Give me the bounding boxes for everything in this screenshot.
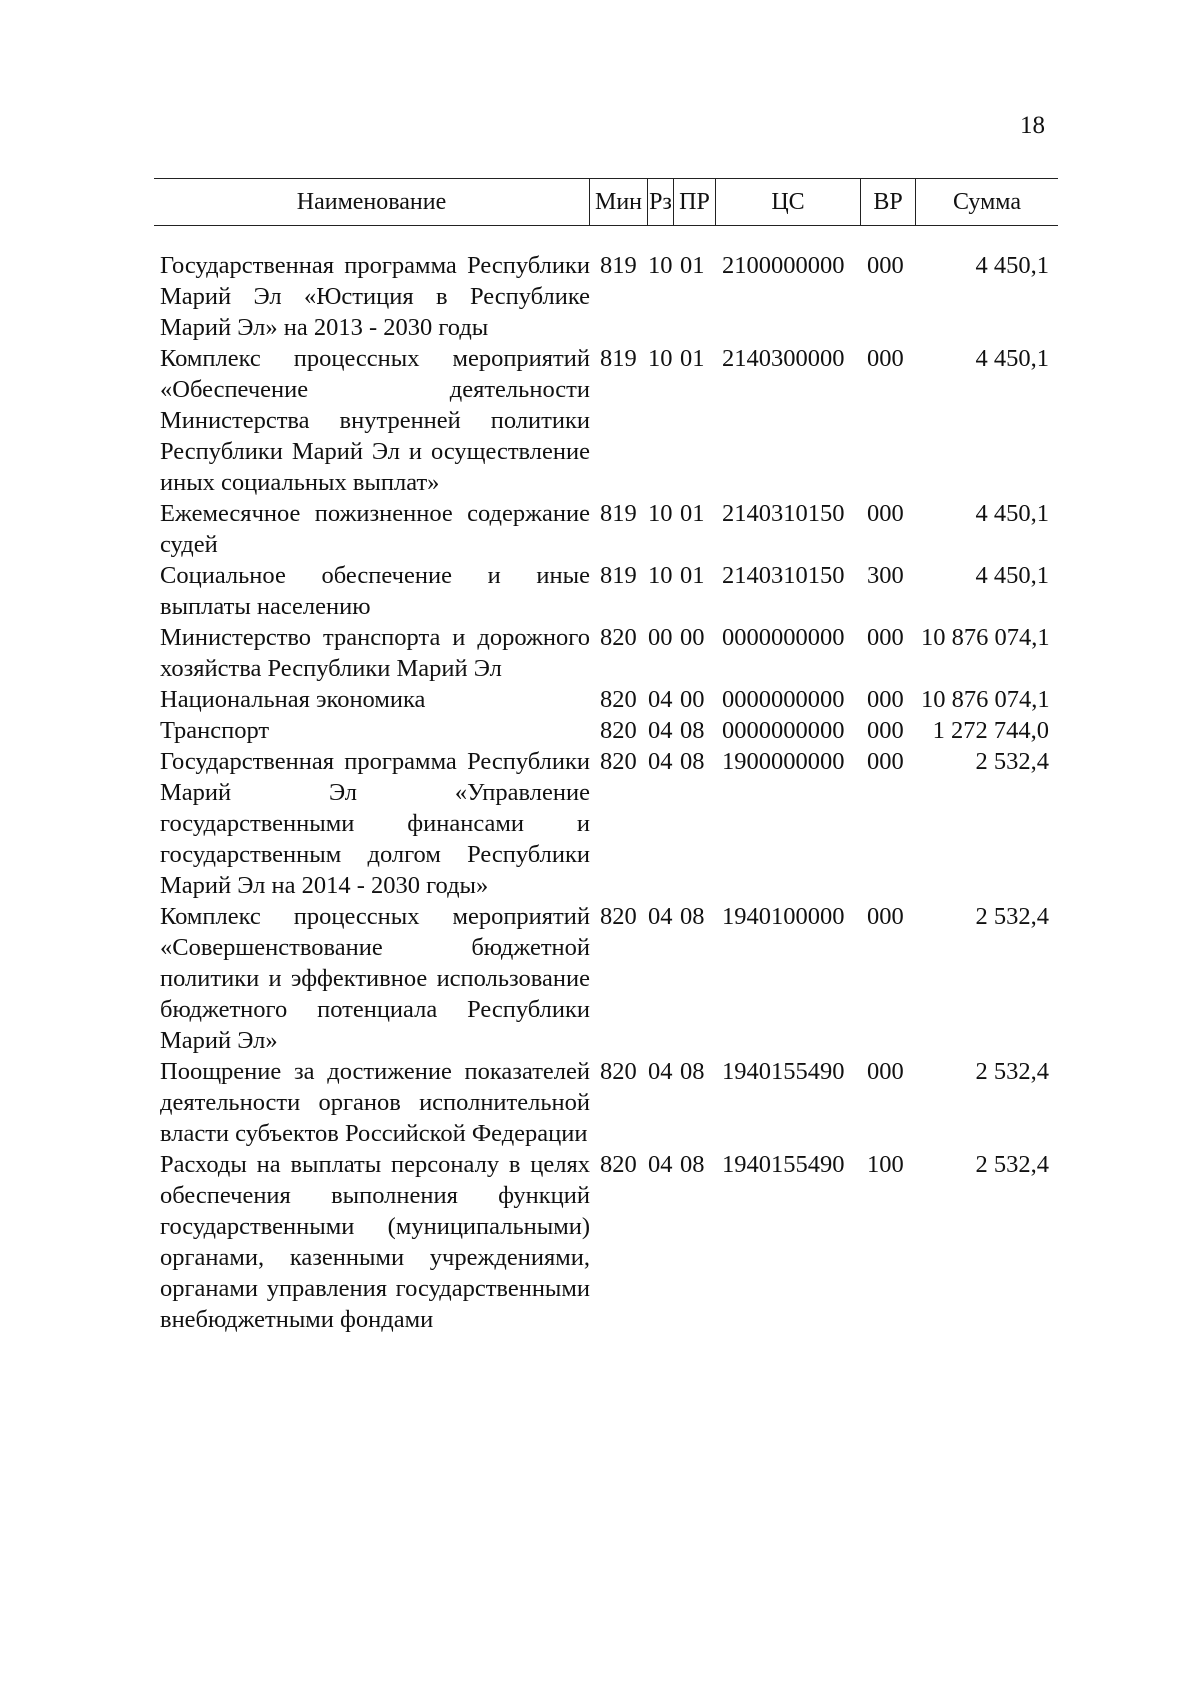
cell-sum: 2 532,4 bbox=[975, 1151, 1049, 1178]
cell-rz: 04 bbox=[648, 1151, 673, 1178]
cell-rz: 10 bbox=[648, 252, 673, 279]
cell-min: 819 bbox=[600, 345, 637, 372]
cell-name: Государственная программа Республики Марий Эл «Управление государственными финансами и государственным долгом Республики Марий Эл на 2014 - 2030 годы» bbox=[160, 748, 590, 899]
cell-vr: 000 bbox=[867, 903, 904, 930]
cell-rz: 10 bbox=[648, 562, 673, 589]
cell-rz: 00 bbox=[648, 624, 673, 651]
cell-pr: 08 bbox=[680, 748, 705, 775]
cell-min: 820 bbox=[600, 1058, 637, 1085]
cell-vr: 000 bbox=[867, 686, 904, 713]
cell-pr: 01 bbox=[680, 252, 705, 279]
table-row bbox=[160, 901, 1060, 1056]
cell-pr: 01 bbox=[680, 562, 705, 589]
cell-cs: 1940155490 bbox=[722, 1058, 845, 1085]
cell-sum: 2 532,4 bbox=[975, 1058, 1049, 1085]
table-body bbox=[160, 250, 1060, 1335]
cell-pr: 01 bbox=[680, 500, 705, 527]
cell-cs: 0000000000 bbox=[722, 717, 845, 744]
table-row bbox=[160, 684, 1060, 715]
cell-pr: 08 bbox=[680, 1058, 705, 1085]
cell-name: Поощрение за достижение показателей деятельности органов исполнительной власти субъектов Российской Федерации bbox=[160, 1058, 590, 1147]
cell-rz: 04 bbox=[648, 748, 673, 775]
cell-vr: 000 bbox=[867, 1058, 904, 1085]
cell-name: Министерство транспорта и дорожного хозяйства Республики Марий Эл bbox=[160, 624, 590, 682]
header-min: Мин bbox=[590, 179, 648, 225]
cell-vr: 000 bbox=[867, 500, 904, 527]
cell-min: 820 bbox=[600, 686, 637, 713]
cell-sum: 2 532,4 bbox=[975, 748, 1049, 775]
cell-pr: 00 bbox=[680, 624, 705, 651]
cell-cs: 1900000000 bbox=[722, 748, 845, 775]
table-row bbox=[160, 1056, 1060, 1149]
table-row bbox=[160, 746, 1060, 901]
cell-name: Социальное обеспечение и иные выплаты населению bbox=[160, 562, 590, 620]
cell-min: 820 bbox=[600, 717, 637, 744]
cell-cs: 0000000000 bbox=[722, 624, 845, 651]
cell-min: 819 bbox=[600, 252, 637, 279]
header-name: Наименование bbox=[154, 179, 590, 225]
table-row bbox=[160, 622, 1060, 684]
cell-sum: 2 532,4 bbox=[975, 903, 1049, 930]
cell-rz: 04 bbox=[648, 1058, 673, 1085]
cell-sum: 10 876 074,1 bbox=[921, 686, 1050, 713]
cell-pr: 01 bbox=[680, 345, 705, 372]
cell-sum: 10 876 074,1 bbox=[921, 624, 1050, 651]
cell-min: 820 bbox=[600, 1151, 637, 1178]
cell-name: Комплекс процессных мероприятий «Совершенствование бюджетной политики и эффективное использование бюджетного потенциала Республики Марий Эл» bbox=[160, 903, 590, 1054]
header-rz: Рз bbox=[648, 179, 674, 225]
cell-vr: 100 bbox=[867, 1151, 904, 1178]
cell-cs: 1940100000 bbox=[722, 903, 845, 930]
cell-name: Расходы на выплаты персоналу в целях обеспечения выполнения функций государственными (муниципальными) органами, казенными учреждениями, органами управления государственными внебюджетными фондами bbox=[160, 1151, 590, 1333]
cell-min: 820 bbox=[600, 903, 637, 930]
cell-name: Комплекс процессных мероприятий «Обеспечение деятельности Министерства внутренней политики Республики Марий Эл и осуществление иных социальных выплат» bbox=[160, 345, 590, 496]
cell-vr: 000 bbox=[867, 624, 904, 651]
table-row bbox=[160, 715, 1060, 746]
cell-name: Ежемесячное пожизненное содержание судей bbox=[160, 500, 590, 558]
cell-cs: 1940155490 bbox=[722, 1151, 845, 1178]
cell-min: 820 bbox=[600, 624, 637, 651]
cell-rz: 10 bbox=[648, 500, 673, 527]
table-row bbox=[160, 343, 1060, 498]
header-pr: ПР bbox=[674, 179, 716, 225]
cell-sum: 4 450,1 bbox=[975, 252, 1049, 279]
cell-rz: 04 bbox=[648, 686, 673, 713]
cell-vr: 000 bbox=[867, 252, 904, 279]
header-cs: ЦС bbox=[716, 179, 861, 225]
table-row bbox=[160, 498, 1060, 560]
cell-name: Транспорт bbox=[160, 717, 270, 744]
cell-vr: 000 bbox=[867, 748, 904, 775]
table-header bbox=[154, 178, 1058, 226]
cell-sum: 4 450,1 bbox=[975, 562, 1049, 589]
cell-min: 820 bbox=[600, 748, 637, 775]
cell-name: Национальная экономика bbox=[160, 686, 426, 713]
cell-cs: 2100000000 bbox=[722, 252, 845, 279]
cell-rz: 10 bbox=[648, 345, 673, 372]
table-row bbox=[160, 250, 1060, 343]
cell-cs: 2140310150 bbox=[722, 500, 845, 527]
cell-sum: 4 450,1 bbox=[975, 500, 1049, 527]
header-vr: ВР bbox=[861, 179, 916, 225]
cell-pr: 08 bbox=[680, 717, 705, 744]
cell-vr: 000 bbox=[867, 345, 904, 372]
cell-rz: 04 bbox=[648, 717, 673, 744]
cell-pr: 08 bbox=[680, 1151, 705, 1178]
cell-min: 819 bbox=[600, 562, 637, 589]
cell-vr: 000 bbox=[867, 717, 904, 744]
cell-pr: 00 bbox=[680, 686, 705, 713]
cell-min: 819 bbox=[600, 500, 637, 527]
cell-pr: 08 bbox=[680, 903, 705, 930]
cell-sum: 4 450,1 bbox=[975, 345, 1049, 372]
cell-rz: 04 bbox=[648, 903, 673, 930]
cell-name: Государственная программа Республики Марий Эл «Юстиция в Республике Марий Эл» на 2013 - 2030 годы bbox=[160, 252, 590, 341]
page-number: 18 bbox=[1020, 112, 1045, 139]
cell-vr: 300 bbox=[867, 562, 904, 589]
cell-cs: 2140310150 bbox=[722, 562, 845, 589]
cell-cs: 0000000000 bbox=[722, 686, 845, 713]
cell-sum: 1 272 744,0 bbox=[932, 717, 1049, 744]
cell-cs: 2140300000 bbox=[722, 345, 845, 372]
header-sum: Сумма bbox=[953, 188, 1021, 215]
table-row bbox=[160, 560, 1060, 622]
table-row bbox=[160, 1149, 1060, 1335]
